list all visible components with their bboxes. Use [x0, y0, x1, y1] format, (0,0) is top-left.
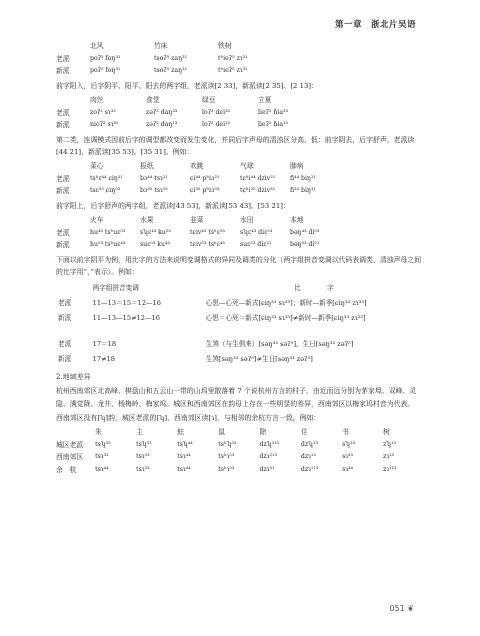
table-cell: tɕʰi⁴⁴ dziv²¹	[240, 174, 276, 182]
row-label: 新派	[56, 241, 70, 250]
table-cell: tɕiv⁴³ tsʰɛ⁵³	[190, 228, 225, 236]
column-head: 鼠	[218, 427, 226, 436]
column-head: 绿豆	[202, 95, 216, 104]
body-paragraph: 下面以前字阴平为例，用比字的方法来说明变调格式的异同及调类的分化（两字组拼音变调以代码表调类，清浊声母之间的比字用“，”表示）。例如：	[56, 255, 422, 277]
row-label: 老派	[56, 54, 70, 63]
comparison-example: 生煞[səŋ³³ səʔ⁵]≠生日[səŋ³³ zəʔ⁵]	[205, 355, 313, 364]
table-cell: sʮɛ⁴³ ku⁵³	[140, 228, 171, 236]
table-cell: dzʮ¹³	[300, 440, 318, 448]
table-cell: bəŋ⁵³ di²¹	[290, 241, 320, 249]
table-row	[56, 119, 314, 132]
column-head: 报纸	[140, 162, 154, 171]
row-label: 城区老派	[56, 440, 84, 449]
table-cell: tsɿ⁴⁴	[177, 465, 191, 473]
column-head: 食堂	[146, 95, 160, 104]
table-cell: ɕi⁴⁴ pʰiɔ²¹	[190, 174, 220, 182]
table-cell: tsɿ⁵³	[136, 453, 150, 461]
column-head: 韭菜	[190, 216, 204, 225]
body-paragraph: 前字阳入，后字阴平、阳平、阳去的两字组，老派读[2 33]，新派读[2 35]、[2 13]：	[56, 81, 318, 90]
table-cell: zəʔ² daŋ³³	[146, 108, 178, 116]
column-head: 住	[300, 427, 308, 436]
column-head: 朱	[95, 427, 102, 436]
table-cell: lieʔ² ɦia¹³	[258, 121, 288, 129]
body-paragraph: 西南郊区没有[ʮ]韵，城区老派的[ʮ]，西南郊区读[ɿ]，与相邻的余杭方言一致。例如：	[56, 413, 321, 422]
column-head: 两字组拼音变调	[92, 284, 139, 293]
table-cell: nioʔ² sɿ³⁵	[90, 121, 119, 129]
table-cell: tsoʔ⁵ zaŋ³¹	[154, 67, 188, 75]
table-cell: bəŋ⁴³ di⁵³	[290, 228, 320, 236]
table-row	[56, 173, 340, 186]
table-header-row	[56, 94, 314, 107]
table-cell: dzɿ¹³	[300, 453, 316, 461]
table-cell: tsɿ⁴⁴	[177, 453, 191, 461]
tone-code: 11—13＝15＝12—16	[92, 299, 161, 308]
table-row	[58, 338, 422, 351]
table-cell: ɕi³⁵ pʰiɔ⁵³	[190, 187, 220, 195]
table-cell: bɔ⁴⁴ tsɿ²¹	[140, 174, 168, 182]
row-label: 老派	[58, 340, 72, 349]
column-head: 水果	[140, 216, 154, 225]
column-head: 主	[136, 427, 143, 436]
table-row	[56, 53, 282, 66]
column-head: 肺病	[290, 162, 304, 171]
table-cell: tsʮ⁴⁴	[177, 440, 193, 448]
column-head: 本地	[290, 216, 304, 225]
example-table-3	[56, 160, 340, 198]
column-head: 树	[382, 427, 390, 436]
table-row	[56, 464, 424, 477]
column-head: 立夏	[258, 95, 272, 104]
comparison-table	[56, 280, 424, 368]
table-cell: tɕʰi³⁵ dziv³¹	[240, 187, 276, 195]
table-cell: bɔ³⁵ tsɿ⁵³	[140, 187, 168, 195]
table-cell: loʔ² dei³³	[202, 108, 231, 116]
tone-code: 11—13—15≠12—16	[92, 314, 160, 323]
table-cell: tsoʔ⁵ zaŋ³¹	[154, 54, 188, 62]
row-label: 新派	[56, 121, 70, 130]
example-table-2	[56, 94, 314, 132]
tone-code: 17≠18	[92, 355, 115, 364]
column-head: 铁树	[218, 42, 232, 50]
column-head: 除	[259, 427, 267, 436]
table-cell: sʮ³³	[342, 440, 356, 448]
running-header: 第一章 浙北片吴语	[334, 20, 416, 30]
row-label: 老派	[56, 108, 70, 117]
body-paragraph: 杭州西南郊区北高峰、棋盘山和五云山一带的山坞里散落着 7 个说杭州方言的村子，由近而远分别为茅家埠、双峰、灵隐、满觉陇、龙井、杨梅岭、梅家坞。城区和西南郊区在韵母上存在一些明显的差异，西南郊区以梅家坞村音为代表。	[56, 387, 417, 408]
table-cell: tsʰɿ⁵³	[218, 465, 235, 473]
section-heading: 2.地域差异	[56, 373, 91, 382]
table-cell: tsɿ³³	[95, 453, 109, 461]
table-row	[56, 451, 424, 464]
column-head: 气球	[240, 162, 254, 171]
body-paragraph: 前字阳上，后字舒声的两字组，老派读[43 53]，新派读[53 43]、[53 21]：	[56, 201, 290, 210]
table-cell: dzʮ²¹³	[259, 440, 280, 448]
table-cell: hu⁴³ tsʰuɛ⁵³	[90, 228, 126, 236]
table-cell: tsʰʮ⁵³	[218, 440, 237, 448]
row-label: 新派	[56, 67, 70, 76]
page-number: 051 ❦	[389, 604, 414, 613]
table-cell: tsʰɿ⁵³	[218, 453, 235, 461]
row-label: 新派	[58, 355, 72, 364]
column-head: 书	[342, 427, 349, 436]
comparison-example: 生煞（与生俱来）[səŋ³³ səʔ⁵]，生日[səŋ³³ zəʔ⁵]	[205, 340, 354, 349]
table-row	[58, 353, 422, 366]
row-label: 老派	[58, 299, 72, 308]
table-cell: dzɿ²¹³	[259, 453, 277, 461]
table-cell: lieʔ² ɦia³³	[258, 108, 288, 116]
table-cell: loʔ² dei¹³	[202, 121, 231, 129]
table-cell: tsɿ⁵³	[136, 465, 150, 473]
column-head: 菜心	[90, 162, 104, 171]
table-cell: tʰieʔ⁵ zɿ³¹	[218, 54, 248, 62]
table-row	[56, 227, 340, 240]
table-cell: suɛ⁵³ ku⁴³	[140, 241, 170, 249]
table-cell: zoʔ² sɿ³³	[90, 108, 116, 116]
table-row	[56, 65, 282, 78]
table-cell: zʮ¹³	[382, 440, 397, 448]
table-cell: tʰieʔ⁵ zɿ³¹	[218, 67, 248, 75]
body-paragraph: 第二类，连调模式因前后字的调型都改变而发生变化，并同后字声母的清浊区分高、低：前字阴去，后字舒声，老派读[44 21]，新派读[35 53]、[35 31]。例如：	[56, 135, 415, 156]
column-head: 肉丝	[90, 95, 104, 104]
row-label: 老派	[56, 174, 70, 183]
table-row	[58, 297, 422, 310]
table-cell: dzɿ¹¹³	[300, 465, 319, 473]
table-header-row	[56, 426, 424, 439]
row-label: 余 杭	[56, 465, 77, 474]
tone-code: 17＝18	[92, 340, 117, 349]
table-header-row	[56, 214, 340, 227]
table-cell: tsʰɛ⁴⁴ ɕiŋ²¹	[90, 174, 123, 182]
example-table-5	[56, 426, 424, 476]
table-header-row	[58, 282, 422, 295]
column-head: 北风	[90, 42, 104, 50]
table-cell: poʔ⁵ foŋ³¹	[90, 54, 121, 62]
column-head: 火车	[90, 216, 104, 225]
row-label: 新派	[56, 187, 70, 196]
table-row	[56, 185, 340, 198]
row-label: 老派	[56, 228, 70, 237]
table-cell: sɿ⁴⁴	[342, 465, 354, 473]
row-label: 新派	[58, 314, 72, 323]
table-cell: fi³⁵ biŋ³¹	[290, 187, 316, 195]
table-cell: poʔ⁵ foŋ³¹	[90, 67, 121, 75]
table-cell: dzɿ³¹	[259, 465, 275, 473]
table-cell: zəʔ² daŋ¹³	[146, 121, 178, 129]
column-head: 欢跳	[190, 162, 204, 171]
table-cell: fi⁴⁴ biŋ²¹	[290, 174, 316, 182]
example-table-4	[56, 214, 340, 252]
column-head: 比 字	[294, 284, 334, 293]
table-cell: tsɛ³⁵ ɕiŋ⁵³	[90, 187, 121, 195]
table-cell: tɕiv⁵³ tsʰɛ⁴³	[190, 241, 225, 249]
table-cell: zɿ¹³	[382, 453, 394, 461]
table-cell: tsʮ³³	[95, 440, 111, 448]
table-cell: sʮɛ⁴³ diɛ⁵³	[240, 228, 273, 236]
table-header-row	[56, 40, 282, 53]
table-cell: hu⁵³ tsʰuɛ⁴³	[90, 241, 126, 249]
table-cell: suɛ⁵³ diɛ²¹	[240, 241, 272, 249]
row-label: 西南郊区	[56, 453, 84, 462]
table-row	[58, 312, 422, 325]
example-table-1	[56, 40, 282, 78]
table-row	[56, 439, 424, 452]
column-head: 竹床	[154, 42, 168, 50]
table-header-row	[56, 160, 340, 173]
table-row	[56, 239, 340, 252]
comparison-example: 心思＝心死＝新式[ɕiŋ³³ sɿ³⁵]≠新时—新季[ɕiŋ³³ zɿ³³]	[205, 314, 366, 323]
page-content	[56, 40, 424, 476]
table-cell: tsʮ⁵³	[136, 440, 152, 448]
column-head: 蛀	[177, 427, 185, 436]
table-cell: zɿ¹¹³	[382, 465, 397, 473]
table-cell: tsɿ⁴⁴	[95, 465, 109, 473]
table-row	[56, 107, 314, 120]
comparison-example: 心思—心死—新式[ɕiŋ³³ sɿ³³]；新时—新季[ɕiŋ³³ zɿ³³]	[205, 299, 367, 308]
table-cell: sɿ³³	[342, 453, 354, 461]
column-head: 水田	[240, 216, 254, 225]
